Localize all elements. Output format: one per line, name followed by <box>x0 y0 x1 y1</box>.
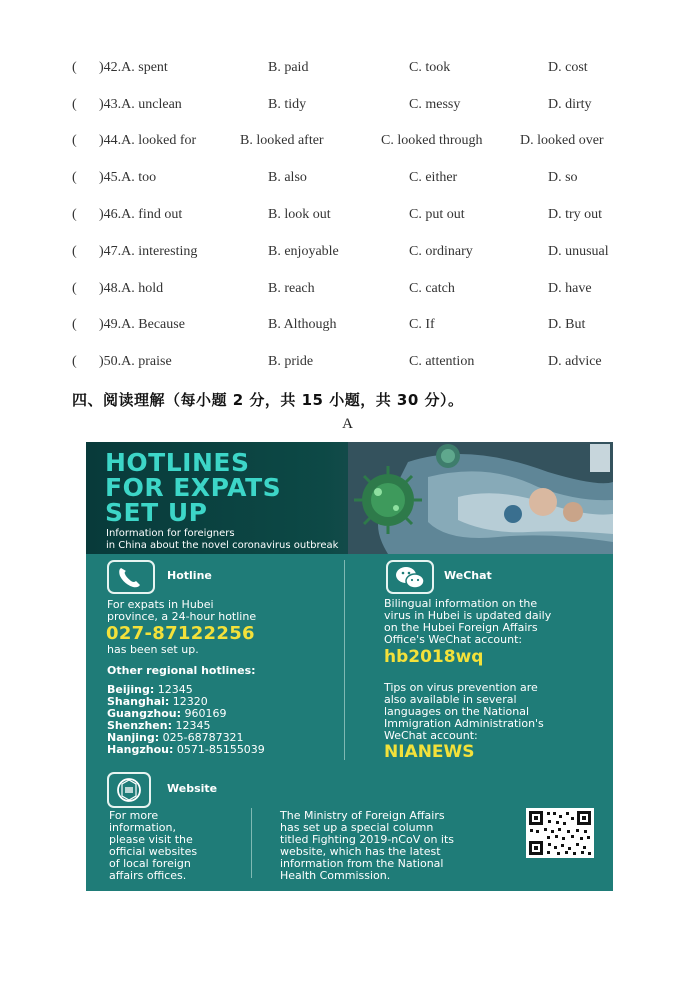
city-name: Hangzhou: <box>107 743 174 756</box>
option-d: D. dirty <box>548 97 592 112</box>
website-left-text: For more information, please visit the official websites of local foreign affairs offices. <box>109 809 198 882</box>
city-hotline-number: 12320 <box>169 695 208 708</box>
option-d: D. so <box>548 170 578 185</box>
option-d: D. cost <box>548 60 588 75</box>
hubei-hotline-number: 027-87122256 <box>106 623 255 644</box>
section-title: 四、阅读理解（每小题 2 分，共 15 小题，共 30 分）。 <box>72 391 464 409</box>
city-hotline-number: 0571-85155039 <box>173 743 265 756</box>
option-c: C. catch <box>409 281 455 296</box>
option-c: C. ordinary <box>409 244 473 259</box>
answer-blank: ( <box>72 354 77 369</box>
city-hotline-number: 025-68787321 <box>159 731 244 744</box>
option-b: B. also <box>268 170 307 185</box>
option-b: B. look out <box>268 207 331 222</box>
answer-blank: ( <box>72 244 77 259</box>
wechat-tips: Tips on virus prevention are also available in several languages on the National Immigration Administration's WeChat account: <box>384 681 544 742</box>
option-c: C. attention <box>409 354 475 369</box>
option-a: )43.A. unclean <box>99 97 182 112</box>
option-d: D. looked over <box>520 133 604 148</box>
city-hotline-number: 12345 <box>154 683 193 696</box>
option-d: D. advice <box>548 354 602 369</box>
globe-icon <box>107 772 151 808</box>
answer-blank: ( <box>72 207 77 222</box>
poster-title: HOTLINES FOR EXPATS SET UP <box>105 448 282 527</box>
website-right-text: The Ministry of Foreign Affairs has set up a special column titled Fighting 2019-nCoV on its website, which has the latest information from the National Health Commission. <box>280 809 455 882</box>
option-b: B. enjoyable <box>268 244 339 259</box>
option-b: B. looked after <box>240 133 324 148</box>
option-d: D. unusual <box>548 244 609 259</box>
divider <box>251 808 252 878</box>
answer-blank: ( <box>72 97 77 112</box>
option-d: D. have <box>548 281 592 296</box>
nia-wechat-account: NIANEWS <box>384 742 475 762</box>
city-name: Beijing: <box>107 683 155 696</box>
option-a: )42.A. spent <box>99 60 168 75</box>
answer-blank: ( <box>72 281 77 296</box>
question-row <box>0 244 695 268</box>
answer-blank: ( <box>72 133 77 148</box>
city-name: Nanjing: <box>107 731 160 744</box>
option-b: B. reach <box>268 281 315 296</box>
option-b: B. Although <box>268 317 337 332</box>
question-row <box>0 207 695 231</box>
city-name: Shanghai: <box>107 695 170 708</box>
option-b: B. tidy <box>268 97 307 112</box>
answer-blank: ( <box>72 60 77 75</box>
option-b: B. pride <box>268 354 314 369</box>
city-name: Shenzhen: <box>107 719 172 732</box>
poster-subtitle: Information for foreigners in China about the novel coronavirus outbreak <box>106 528 339 551</box>
hotline-description: For expats in Hubei province, a 24-hour hotline <box>107 598 257 623</box>
wechat-label: WeChat <box>444 569 492 582</box>
wechat-description: Bilingual information on the virus in Hubei is updated daily on the Hubei Foreign Affairs Office's WeChat account: <box>384 597 552 646</box>
option-c: C. either <box>409 170 458 185</box>
question-row <box>0 60 695 84</box>
qr-code[interactable] <box>526 808 594 858</box>
hotline-poster <box>86 442 613 891</box>
other-hotlines-heading: Other regional hotlines: <box>107 664 256 677</box>
option-a: )47.A. interesting <box>99 244 198 259</box>
city-hotline-number: 960169 <box>181 707 227 720</box>
option-c: C. put out <box>409 207 465 222</box>
divider <box>344 560 345 760</box>
phone-icon <box>107 560 155 594</box>
option-a: )48.A. hold <box>99 281 164 296</box>
city-name: Guangzhou: <box>107 707 182 720</box>
option-d: D. try out <box>548 207 603 222</box>
option-a: )45.A. too <box>99 170 157 185</box>
option-b: B. paid <box>268 60 309 75</box>
question-row <box>0 317 695 341</box>
hotline-label: Hotline <box>167 569 212 582</box>
option-a: )44.A. looked for <box>99 133 197 148</box>
option-c: C. If <box>409 317 435 332</box>
answer-blank: ( <box>72 170 77 185</box>
hotline-note: has been set up. <box>107 643 199 656</box>
question-row <box>0 281 695 305</box>
option-a: )46.A. find out <box>99 207 183 222</box>
virus-illustration <box>348 442 613 554</box>
option-a: )50.A. praise <box>99 354 172 369</box>
option-c: C. messy <box>409 97 461 112</box>
regional-hotline <box>107 744 265 756</box>
option-d: D. But <box>548 317 586 332</box>
website-label: Website <box>167 782 218 795</box>
question-row <box>0 97 695 121</box>
poster-header <box>86 442 613 554</box>
passage-label: A <box>342 416 353 432</box>
question-row <box>0 170 695 194</box>
option-a: )49.A. Because <box>99 317 185 332</box>
regional-hotline-list <box>107 684 265 756</box>
city-hotline-number: 12345 <box>171 719 211 732</box>
question-row <box>0 133 695 157</box>
hubei-wechat-account: hb2018wq <box>384 647 484 667</box>
question-row <box>0 354 695 378</box>
answer-blank: ( <box>72 317 77 332</box>
option-c: C. looked through <box>381 133 483 148</box>
wechat-icon <box>386 560 434 594</box>
option-c: C. took <box>409 60 451 75</box>
